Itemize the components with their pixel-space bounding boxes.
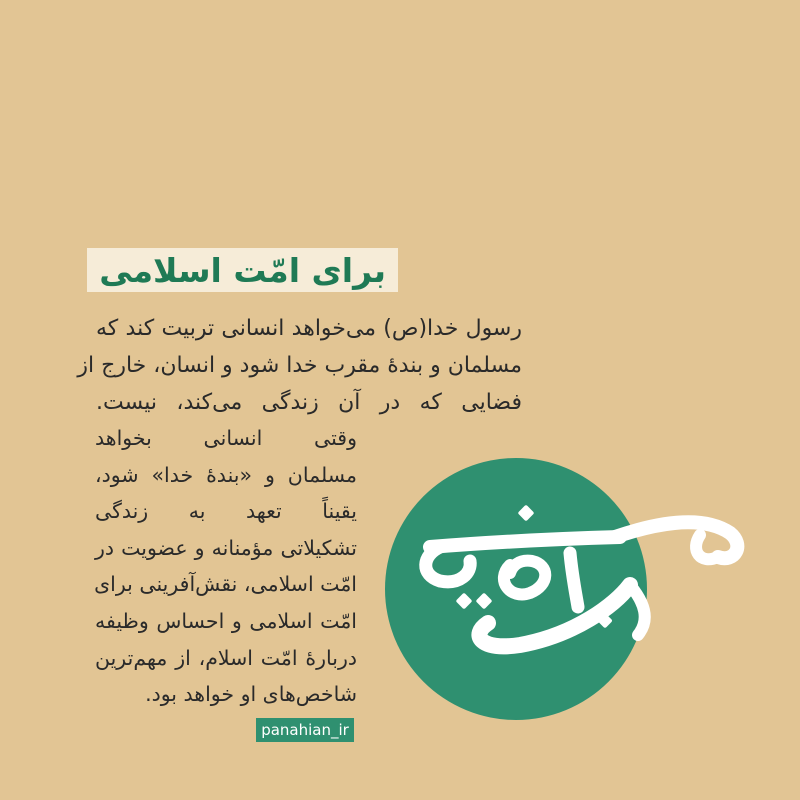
paragraph-top-line-2: مسلمان و بندهٔ مقرب خدا شود و انسان، خارج از (77, 353, 522, 378)
social-handle: panahian_ir (261, 720, 349, 739)
paragraph-top-line-3: فضایی که در آن زندگی می‌کند، نیست. (96, 390, 522, 415)
paragraph-bottom (95, 420, 357, 713)
paragraph-top (77, 310, 522, 421)
paragraph-bottom-line-4: تشکیلاتی مؤمنانه و عضویت در (95, 535, 357, 560)
paragraph-bottom-line-7: دربارهٔ امّت اسلام، از مهم‌ترین (95, 645, 357, 670)
mostafa-calligraphy-logo (400, 495, 780, 695)
social-handle-badge (256, 718, 354, 742)
paragraph-top-line-1: رسول خدا(ص) می‌خواهد انسانی تربیت کند که (96, 316, 522, 341)
paragraph-bottom-line-3: یقیناً تعهد به زندگی (95, 499, 357, 524)
poster-title: برای امّت اسلامی (99, 250, 386, 290)
paragraph-bottom-line-5: امّت اسلامی، نقش‌آفرینی برای (94, 572, 357, 597)
paragraph-bottom-line-8: شاخص‌های او خواهد بود. (145, 682, 357, 707)
title-highlight (87, 248, 398, 292)
paragraph-bottom-line-6: امّت اسلامی و احساس وظیفه (95, 608, 357, 633)
paragraph-bottom-line-1: وقتی انسانی بخواهد (95, 426, 357, 450)
paragraph-bottom-line-2: مسلمان و «بندهٔ خدا» شود، (95, 462, 357, 487)
